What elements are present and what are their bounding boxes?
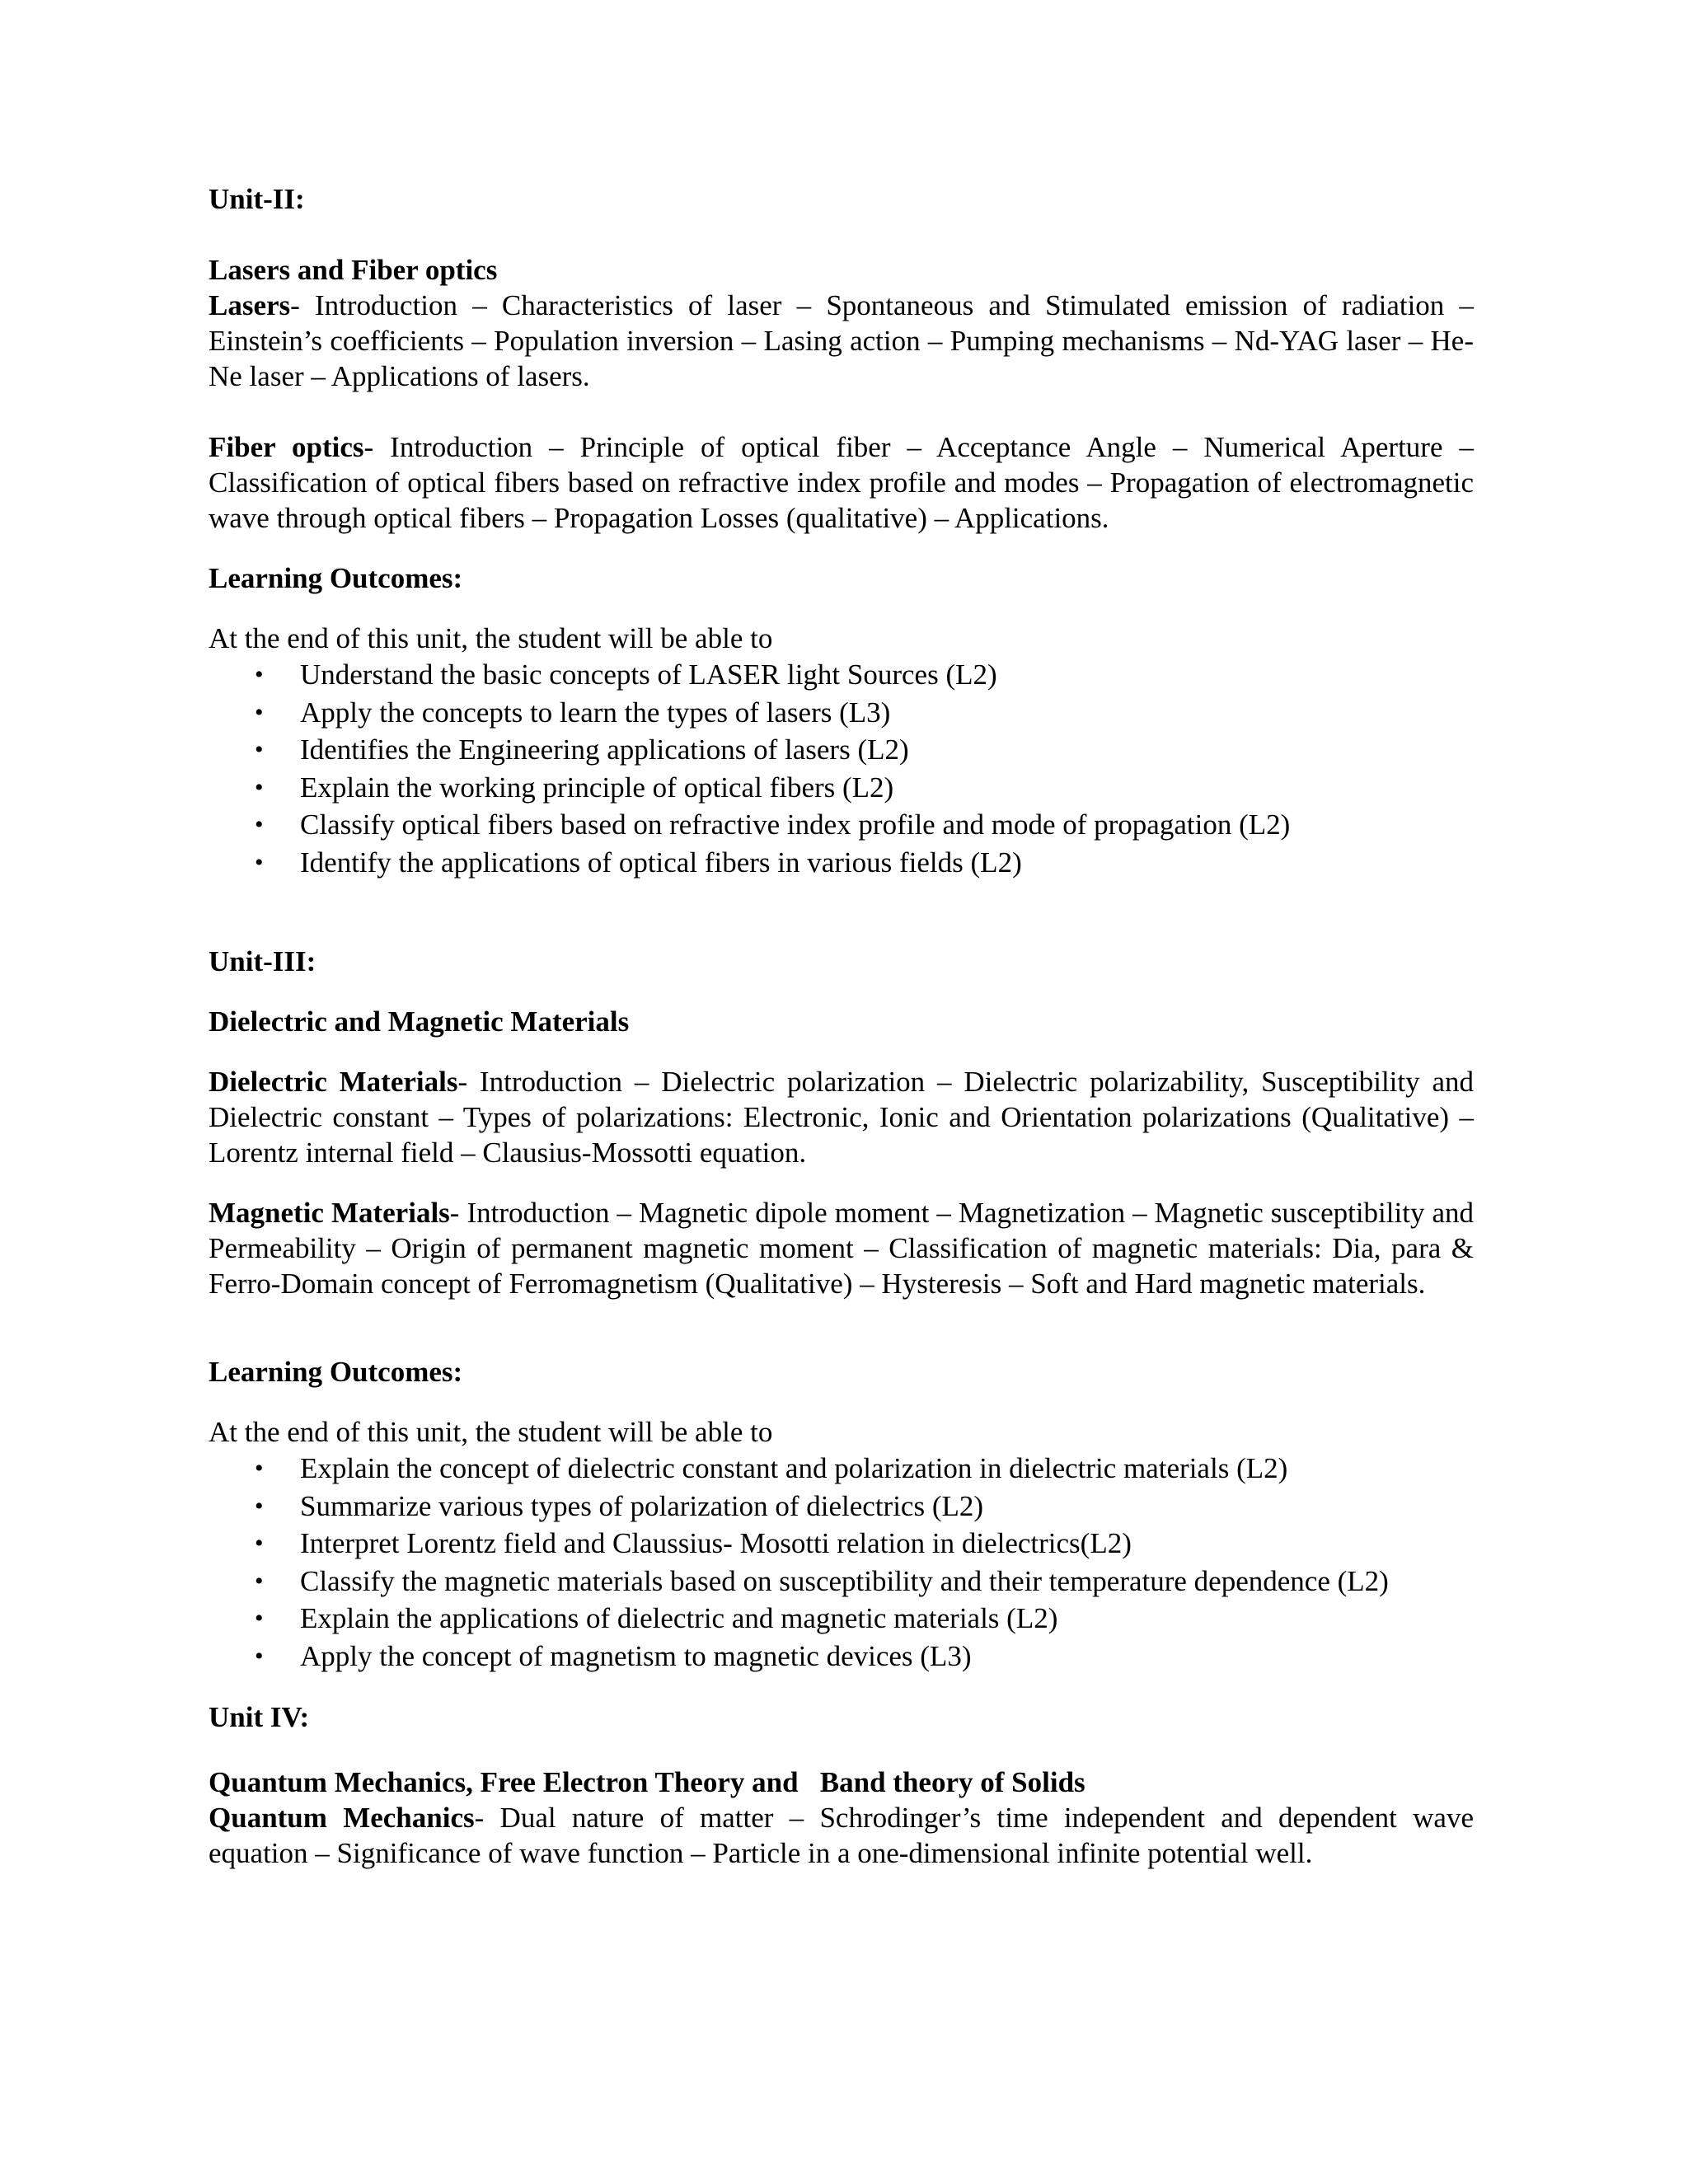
outcome-text: Apply the concepts to learn the types of lasers (L3) [300, 696, 891, 729]
list-item [209, 844, 1474, 882]
outcome-text: Interpret Lorentz field and Claussius- Mosotti relation in dielectrics(L2) [300, 1527, 1132, 1559]
bullet-icon: • [255, 773, 264, 801]
unit-2-subtitle: Lasers and Fiber optics [209, 254, 498, 286]
outcome-text: Explain the concept of dielectric constant and polarization in dielectric materials (L2) [300, 1452, 1288, 1484]
lasers-text: - Introduction – Characteristics of laser – Spontaneous and Stimulated emission of radiation – Einstein’s coefficients – Population inversion – Lasing action – Pumping mechanisms – Nd-YAG laser – He-Ne laser – Applications of lasers. [209, 289, 1474, 392]
list-item [209, 1600, 1474, 1638]
unit-3-outcomes-heading: Learning Outcomes: [209, 1356, 463, 1388]
outcome-text: Classify optical fibers based on refractive index profile and mode of propagation (L2) [300, 808, 1291, 841]
bullet-icon: • [255, 661, 264, 688]
dielectric-lead: Dielectric Materials [209, 1066, 458, 1098]
outcome-text: Identifies the Engineering applications of lasers (L2) [300, 733, 909, 766]
document-page [209, 181, 1474, 1871]
list-item [209, 1488, 1474, 1526]
unit-2-outcomes-list [209, 656, 1474, 881]
outcome-text: Identify the applications of optical fibers in various fields (L2) [300, 846, 1022, 879]
magnetic-paragraph [209, 1195, 1474, 1301]
bullet-icon: • [255, 1455, 264, 1482]
list-item [209, 1450, 1474, 1488]
outcome-text: Classify the magnetic materials based on susceptibility and their temperature dependence (L2) [300, 1564, 1389, 1597]
unit-3-subtitle: Dielectric and Magnetic Materials [209, 1005, 630, 1038]
bullet-icon: • [255, 1530, 264, 1557]
outcome-text: Apply the concept of magnetism to magnetic devices (L3) [300, 1639, 972, 1672]
dielectric-text: - Introduction – Dielectric polarization – Dielectric polarizability, Susceptibility and Dielectric constant – Types of polarizations: Electronic, Ionic and Orientation polarizations (Qualitative) – Lorentz internal field – Clausius-Mossotti equation. [209, 1066, 1474, 1169]
bullet-icon: • [255, 1492, 264, 1520]
bullet-icon: • [255, 1567, 264, 1595]
list-item [209, 731, 1474, 769]
fiber-optics-paragraph [209, 429, 1474, 536]
unit-3-outcomes-intro: At the end of this unit, the student will be able to [209, 1416, 773, 1448]
list-item [209, 806, 1474, 844]
bullet-icon: • [255, 848, 264, 876]
unit-2-title: Unit-II: [209, 183, 305, 215]
bullet-icon: • [255, 811, 264, 838]
quantum-mechanics-paragraph [209, 1800, 1474, 1871]
unit-3-outcomes-list [209, 1450, 1474, 1675]
fiber-optics-lead: Fiber optics [209, 431, 364, 463]
list-item [209, 656, 1474, 694]
bullet-icon: • [255, 1642, 264, 1670]
magnetic-text: - Introduction – Magnetic dipole moment – Magnetization – Magnetic susceptibility and Permeability – Origin of permanent magnetic moment – Classification of magnetic materials: Dia, para & Ferro-Domain concept of Ferromagnetism (Qualitative) – Hysteresis – Soft and Hard magnetic materials. [209, 1197, 1474, 1300]
quantum-mechanics-lead: Quantum Mechanics [209, 1802, 475, 1834]
list-item [209, 1563, 1474, 1601]
list-item [209, 694, 1474, 732]
unit-2-outcomes-intro: At the end of this unit, the student will be able to [209, 622, 773, 654]
bullet-icon: • [255, 1605, 264, 1632]
dielectric-paragraph [209, 1064, 1474, 1170]
bullet-icon: • [255, 698, 264, 726]
fiber-optics-text: - Introduction – Principle of optical fiber – Acceptance Angle – Numerical Aperture – Classification of optical fibers based on refractive index profile and modes – Propagation of electromagnetic wave through optical fibers – Propagation Losses (qualitative) – Applications. [209, 431, 1474, 534]
bullet-icon: • [255, 736, 264, 763]
outcome-text: Explain the working principle of optical fibers (L2) [300, 771, 894, 804]
magnetic-lead: Magnetic Materials [209, 1197, 450, 1229]
outcome-text: Explain the applications of dielectric and magnetic materials (L2) [300, 1602, 1058, 1634]
unit-4-title: Unit IV: [209, 1701, 310, 1733]
unit-4-subtitle: Quantum Mechanics, Free Electron Theory and Band theory of Solids [209, 1766, 1085, 1798]
outcome-text: Summarize various types of polarization of dielectrics (L2) [300, 1489, 984, 1522]
quantum-mechanics-text: - Dual nature of matter – Schrodinger’s time independent and dependent wave equation – Significance of wave function – Particle in a one-dimensional infinite potential well. [209, 1802, 1474, 1869]
unit-2-outcomes-heading: Learning Outcomes: [209, 562, 463, 594]
lasers-paragraph [209, 288, 1474, 394]
list-item [209, 1638, 1474, 1675]
list-item [209, 1525, 1474, 1563]
lasers-lead: Lasers [209, 289, 291, 321]
list-item [209, 769, 1474, 807]
unit-3-title: Unit-III: [209, 945, 316, 977]
outcome-text: Understand the basic concepts of LASER light Sources (L2) [300, 658, 997, 691]
